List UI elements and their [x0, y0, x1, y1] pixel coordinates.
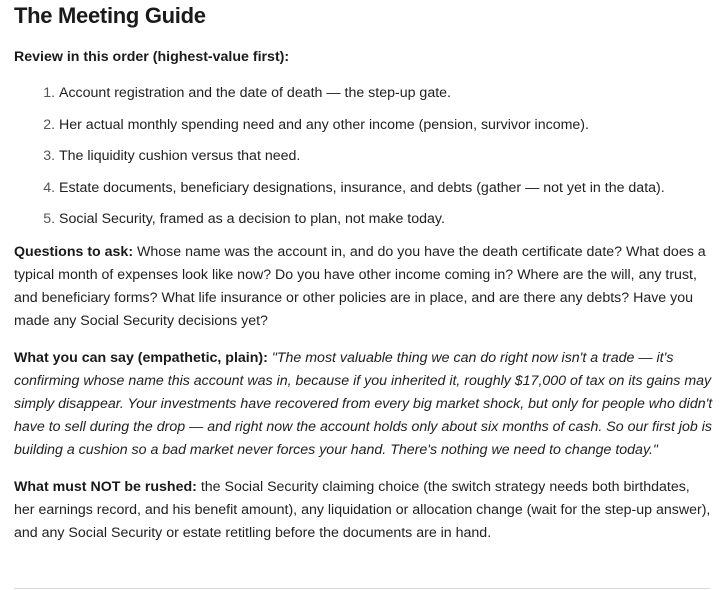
not-rushed-text: the Social Security claiming choice (the switch strategy needs both birthdates, her earnings record, and his benefit amount), any liquidation or allocation change (wait for the step-up answer), and any Social Security or estate retitling before the documents are in hand.: [14, 478, 711, 541]
not-rushed-label: What must NOT be rushed:: [14, 478, 197, 495]
what-to-say-quote: "The most valuable thing we can do right now isn't a trade — it's confirming whose name this account was in, because if you inherited it, roughly $17,000 of tax on its gains may simply disappear. Your investments have recovered from every big market shock, but only for people who didn't have to sell during the drop — and right now the account holds only about six months of cash. So our first job is building a cushion so a bad market never forces your hand. There's nothing we need to change today.": [14, 349, 713, 458]
questions-paragraph: [14, 241, 714, 333]
list-item: 4. Estate documents, beneficiary designations, insurance, and debts (gather — not yet in the data).: [59, 178, 714, 198]
review-order-list: [14, 83, 714, 229]
meeting-guide: [14, 0, 714, 545]
list-item: 5. Social Security, framed as a decision to plan, not make today.: [59, 209, 714, 229]
review-order-intro: Review in this order (highest-value first):: [14, 49, 290, 65]
questions-text: Whose name was the account in, and do you have the death certificate date? What does a typical month of expenses look like now? Do you have other income coming in? Where are the will, any trust, and beneficiary forms? What life insurance or other policies are in place, and are there any debts? Have you made any Social Security decisions yet?: [14, 243, 706, 329]
list-item: 1. Account registration and the date of death — the step-up gate.: [59, 83, 714, 103]
list-item: 3. The liquidity cushion versus that need.: [59, 146, 714, 166]
what-to-say-label: What you can say (empathetic, plain):: [14, 349, 268, 366]
what-to-say-paragraph: [14, 347, 714, 462]
questions-label: Questions to ask:: [14, 243, 134, 260]
not-rushed-paragraph: [14, 476, 714, 545]
list-item: 2. Her actual monthly spending need and any other income (pension, survivor income).: [59, 115, 714, 135]
page-title: The Meeting Guide: [14, 3, 206, 28]
bottom-divider: [14, 588, 710, 589]
